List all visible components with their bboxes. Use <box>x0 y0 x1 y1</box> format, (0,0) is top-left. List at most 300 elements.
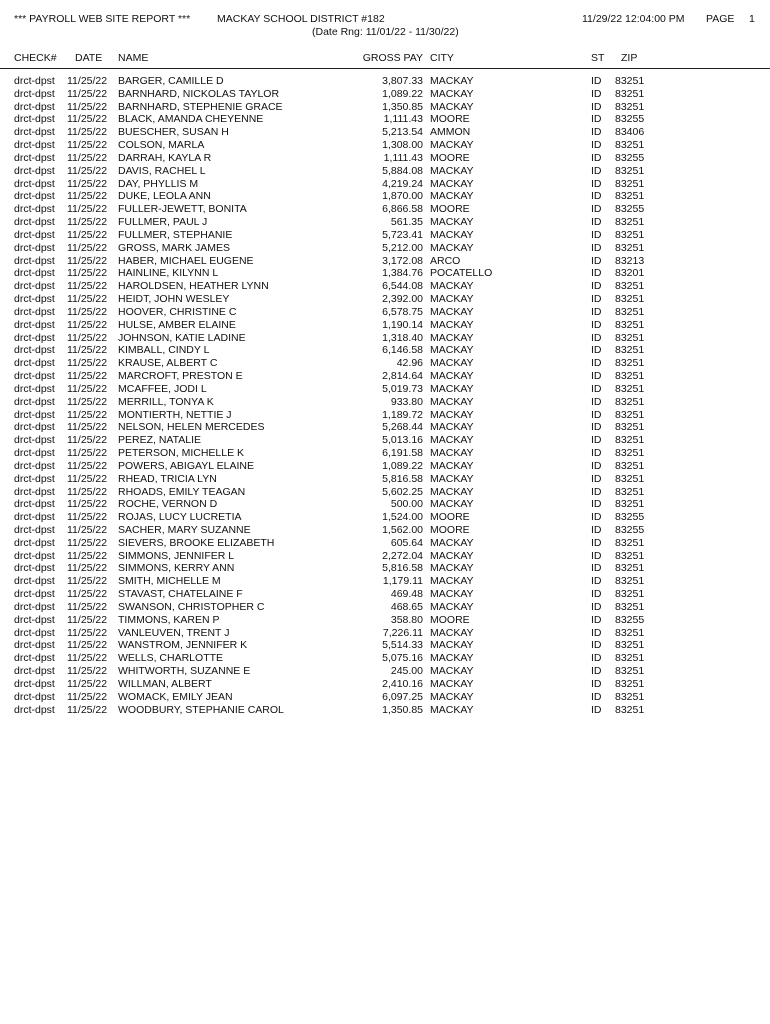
table-row <box>0 704 770 717</box>
cell-city: ARCO <box>430 254 461 267</box>
cell-gross-pay: 3,807.33 <box>382 75 423 87</box>
cell-check: drct-dpst <box>14 549 55 562</box>
cell-name: BARNHARD, STEPHENIE GRACE <box>118 100 283 113</box>
cell-check: drct-dpst <box>14 305 55 318</box>
cell-gross-pay: 1,111.43 <box>383 113 423 126</box>
cell-date: 11/25/22 <box>67 177 108 190</box>
cell-state: ID <box>591 703 602 716</box>
cell-name: ROJAS, LUCY LUCRETIA <box>118 511 242 524</box>
table-row <box>0 588 770 601</box>
column-header-gross-pay: GROSS PAY <box>362 52 423 64</box>
cell-date: 11/25/22 <box>67 331 108 344</box>
cell-state: ID <box>591 139 602 152</box>
column-header-name: NAME <box>118 52 149 64</box>
cell-check: drct-dpst <box>14 447 55 460</box>
cell-gross-pay: 1,089.22 <box>382 459 423 472</box>
cell-zip: 83251 <box>615 690 645 703</box>
table-row <box>0 319 770 332</box>
cell-gross-pay: 469.48 <box>390 588 423 601</box>
cell-date: 11/25/22 <box>67 421 108 434</box>
cell-name: STAVAST, CHATELAINE F <box>118 588 243 601</box>
table-row <box>0 639 770 652</box>
cell-name: GROSS, MARK JAMES <box>118 241 231 254</box>
table-row <box>0 511 770 524</box>
cell-city: MOORE <box>430 523 470 536</box>
cell-check: drct-dpst <box>14 677 55 690</box>
cell-check: drct-dpst <box>14 511 55 524</box>
cell-state: ID <box>591 639 602 652</box>
cell-gross-pay: 42.96 <box>396 357 423 370</box>
cell-zip: 83251 <box>615 318 645 331</box>
cell-zip: 83251 <box>615 536 645 549</box>
cell-date: 11/25/22 <box>67 588 108 601</box>
cell-zip: 83251 <box>615 498 645 511</box>
cell-zip: 83251 <box>615 421 645 434</box>
cell-zip: 83251 <box>615 472 645 485</box>
cell-date: 11/25/22 <box>67 293 108 306</box>
cell-name: SMITH, MICHELLE M <box>118 575 221 588</box>
cell-city: MACKAY <box>430 382 474 395</box>
table-row <box>0 216 770 229</box>
table-row <box>0 627 770 640</box>
cell-city: MACKAY <box>430 408 474 421</box>
cell-check: drct-dpst <box>14 485 55 498</box>
table-row <box>0 601 770 614</box>
cell-state: ID <box>591 575 602 588</box>
cell-gross-pay: 605.64 <box>390 536 423 549</box>
cell-state: ID <box>591 562 602 575</box>
cell-state: ID <box>591 126 602 139</box>
column-header-check: CHECK# <box>14 52 57 64</box>
table-row <box>0 537 770 550</box>
cell-date: 11/25/22 <box>67 523 108 536</box>
cell-date: 11/25/22 <box>67 370 108 383</box>
cell-city: MACKAY <box>430 459 474 472</box>
cell-gross-pay: 5,213.54 <box>382 126 423 139</box>
cell-date: 11/25/22 <box>67 613 108 626</box>
cell-check: drct-dpst <box>14 600 55 613</box>
cell-name: WANSTROM, JENNIFER K <box>118 639 248 652</box>
cell-name: WOMACK, EMILY JEAN <box>118 690 233 703</box>
cell-name: TIMMONS, KAREN P <box>118 613 220 626</box>
cell-check: drct-dpst <box>14 395 55 408</box>
cell-check: drct-dpst <box>14 562 55 575</box>
cell-state: ID <box>591 344 602 357</box>
cell-name: BUESCHER, SUSAN H <box>118 126 229 139</box>
cell-check: drct-dpst <box>14 190 55 203</box>
page-number: 1 <box>749 13 755 25</box>
cell-state: ID <box>591 690 602 703</box>
cell-state: ID <box>591 600 602 613</box>
table-row <box>0 396 770 409</box>
cell-zip: 83251 <box>615 575 645 588</box>
table-row <box>0 139 770 152</box>
cell-check: drct-dpst <box>14 100 55 113</box>
cell-city: MACKAY <box>430 344 474 357</box>
table-row <box>0 242 770 255</box>
cell-date: 11/25/22 <box>67 164 108 177</box>
cell-city: MACKAY <box>430 690 474 703</box>
cell-date: 11/25/22 <box>67 690 108 703</box>
table-row <box>0 332 770 345</box>
cell-state: ID <box>591 190 602 203</box>
cell-name: BARNHARD, NICKOLAS TAYLOR <box>118 87 280 100</box>
cell-zip: 83251 <box>615 665 645 678</box>
cell-check: drct-dpst <box>14 613 55 626</box>
cell-name: DAY, PHYLLIS M <box>118 177 199 190</box>
cell-city: MACKAY <box>430 549 474 562</box>
cell-zip: 83251 <box>615 370 645 383</box>
cell-state: ID <box>591 549 602 562</box>
cell-check: drct-dpst <box>14 588 55 601</box>
cell-zip: 83213 <box>615 254 645 267</box>
cell-name: FULLER-JEWETT, BONITA <box>118 203 247 216</box>
table-row <box>0 344 770 357</box>
cell-date: 11/25/22 <box>67 305 108 318</box>
cell-zip: 83251 <box>615 293 645 306</box>
cell-name: HOOVER, CHRISTINE C <box>118 305 237 318</box>
cell-state: ID <box>591 652 602 665</box>
cell-state: ID <box>591 511 602 524</box>
cell-zip: 83255 <box>615 113 645 126</box>
table-row <box>0 678 770 691</box>
cell-state: ID <box>591 613 602 626</box>
table-row <box>0 293 770 306</box>
cell-zip: 83251 <box>615 216 645 229</box>
cell-check: drct-dpst <box>14 113 55 126</box>
cell-date: 11/25/22 <box>67 498 108 511</box>
table-row <box>0 255 770 268</box>
cell-gross-pay: 1,350.85 <box>382 100 423 113</box>
cell-name: NELSON, HELEN MERCEDES <box>118 421 265 434</box>
cell-gross-pay: 1,870.00 <box>382 190 423 203</box>
cell-gross-pay: 1,384.76 <box>382 267 423 280</box>
cell-date: 11/25/22 <box>67 485 108 498</box>
cell-zip: 83251 <box>615 280 645 293</box>
cell-check: drct-dpst <box>14 293 55 306</box>
cell-check: drct-dpst <box>14 421 55 434</box>
table-row <box>0 434 770 447</box>
cell-name: MONTIERTH, NETTIE J <box>118 408 232 421</box>
cell-zip: 83251 <box>615 100 645 113</box>
cell-city: MACKAY <box>430 421 474 434</box>
cell-gross-pay: 5,013.16 <box>382 434 423 447</box>
table-row <box>0 421 770 434</box>
cell-gross-pay: 6,191.58 <box>382 447 423 460</box>
cell-zip: 83251 <box>615 588 645 601</box>
cell-gross-pay: 1,350.85 <box>382 703 423 716</box>
cell-name: SIMMONS, KERRY ANN <box>118 562 235 575</box>
table-row <box>0 126 770 139</box>
cell-name: KRAUSE, ALBERT C <box>118 357 218 370</box>
cell-gross-pay: 358.80 <box>390 613 423 626</box>
table-row <box>0 229 770 242</box>
cell-name: KIMBALL, CINDY L <box>118 344 210 357</box>
cell-name: MERRILL, TONYA K <box>118 395 214 408</box>
cell-zip: 83251 <box>615 408 645 421</box>
cell-city: MACKAY <box>430 100 474 113</box>
cell-name: JOHNSON, KATIE LADINE <box>118 331 246 344</box>
cell-gross-pay: 5,723.41 <box>382 228 423 241</box>
cell-gross-pay: 1,318.40 <box>382 331 423 344</box>
cell-name: HAROLDSEN, HEATHER LYNN <box>118 280 269 293</box>
cell-name: WOODBURY, STEPHANIE CAROL <box>118 703 284 716</box>
cell-name: DARRAH, KAYLA R <box>118 151 212 164</box>
cell-check: drct-dpst <box>14 523 55 536</box>
cell-state: ID <box>591 434 602 447</box>
column-header-date: DATE <box>75 52 103 64</box>
cell-date: 11/25/22 <box>67 241 108 254</box>
cell-name: SACHER, MARY SUZANNE <box>118 523 251 536</box>
cell-zip: 83201 <box>615 267 645 280</box>
report-title: *** PAYROLL WEB SITE REPORT *** <box>14 13 191 25</box>
cell-date: 11/25/22 <box>67 575 108 588</box>
cell-state: ID <box>591 459 602 472</box>
cell-gross-pay: 1,308.00 <box>382 139 423 152</box>
cell-check: drct-dpst <box>14 639 55 652</box>
cell-city: MOORE <box>430 613 470 626</box>
cell-city: MACKAY <box>430 216 474 229</box>
cell-state: ID <box>591 447 602 460</box>
cell-city: MACKAY <box>430 626 474 639</box>
cell-date: 11/25/22 <box>67 203 108 216</box>
table-row <box>0 190 770 203</box>
cell-state: ID <box>591 318 602 331</box>
cell-name: HAINLINE, KILYNN L <box>118 267 219 280</box>
cell-city: MOORE <box>430 203 470 216</box>
cell-gross-pay: 5,816.58 <box>382 562 423 575</box>
cell-city: MACKAY <box>430 665 474 678</box>
cell-date: 11/25/22 <box>67 113 108 126</box>
cell-state: ID <box>591 485 602 498</box>
cell-check: drct-dpst <box>14 318 55 331</box>
cell-check: drct-dpst <box>14 626 55 639</box>
table-row <box>0 383 770 396</box>
cell-zip: 83251 <box>615 190 645 203</box>
payroll-table-body <box>0 75 770 716</box>
cell-date: 11/25/22 <box>67 434 108 447</box>
cell-gross-pay: 4,219.24 <box>382 177 423 190</box>
cell-check: drct-dpst <box>14 139 55 152</box>
cell-zip: 83251 <box>615 177 645 190</box>
cell-zip: 83251 <box>615 357 645 370</box>
cell-zip: 83251 <box>615 75 645 87</box>
cell-state: ID <box>591 293 602 306</box>
cell-city: POCATELLO <box>430 267 493 280</box>
cell-city: MACKAY <box>430 447 474 460</box>
cell-gross-pay: 245.00 <box>390 665 423 678</box>
cell-gross-pay: 6,578.75 <box>382 305 423 318</box>
cell-gross-pay: 1,562.00 <box>382 523 423 536</box>
cell-name: FULLMER, PAUL J <box>118 216 208 229</box>
cell-date: 11/25/22 <box>67 562 108 575</box>
cell-city: AMMON <box>430 126 471 139</box>
cell-state: ID <box>591 523 602 536</box>
cell-check: drct-dpst <box>14 331 55 344</box>
cell-date: 11/25/22 <box>67 280 108 293</box>
cell-name: VANLEUVEN, TRENT J <box>118 626 230 639</box>
cell-date: 11/25/22 <box>67 190 108 203</box>
cell-zip: 83251 <box>615 305 645 318</box>
cell-check: drct-dpst <box>14 126 55 139</box>
table-row <box>0 178 770 191</box>
table-row <box>0 280 770 293</box>
cell-city: MACKAY <box>430 75 474 87</box>
cell-zip: 83251 <box>615 562 645 575</box>
cell-name: HEIDT, JOHN WESLEY <box>118 293 230 306</box>
cell-city: MACKAY <box>430 639 474 652</box>
cell-city: MACKAY <box>430 575 474 588</box>
table-row <box>0 357 770 370</box>
column-header-state: ST <box>591 52 605 64</box>
cell-zip: 83255 <box>615 511 645 524</box>
cell-zip: 83251 <box>615 382 645 395</box>
table-row <box>0 306 770 319</box>
table-row <box>0 101 770 114</box>
cell-name: RHEAD, TRICIA LYN <box>118 472 217 485</box>
cell-date: 11/25/22 <box>67 639 108 652</box>
cell-name: BARGER, CAMILLE D <box>118 75 224 87</box>
cell-state: ID <box>591 665 602 678</box>
cell-city: MACKAY <box>430 395 474 408</box>
cell-city: MACKAY <box>430 434 474 447</box>
cell-gross-pay: 5,019.73 <box>382 382 423 395</box>
cell-city: MACKAY <box>430 485 474 498</box>
cell-gross-pay: 6,544.08 <box>382 280 423 293</box>
cell-date: 11/25/22 <box>67 459 108 472</box>
cell-gross-pay: 5,268.44 <box>382 421 423 434</box>
cell-city: MACKAY <box>430 305 474 318</box>
cell-name: DUKE, LEOLA ANN <box>118 190 211 203</box>
cell-zip: 83251 <box>615 600 645 613</box>
cell-city: MACKAY <box>430 652 474 665</box>
cell-date: 11/25/22 <box>67 100 108 113</box>
table-row <box>0 152 770 165</box>
cell-check: drct-dpst <box>14 370 55 383</box>
cell-gross-pay: 561.35 <box>390 216 423 229</box>
date-range: (Date Rng: 11/01/22 - 11/30/22) <box>312 26 459 38</box>
cell-gross-pay: 5,602.25 <box>382 485 423 498</box>
cell-date: 11/25/22 <box>67 395 108 408</box>
cell-zip: 83251 <box>615 485 645 498</box>
cell-date: 11/25/22 <box>67 382 108 395</box>
cell-state: ID <box>591 164 602 177</box>
cell-date: 11/25/22 <box>67 267 108 280</box>
cell-date: 11/25/22 <box>67 126 108 139</box>
cell-date: 11/25/22 <box>67 472 108 485</box>
cell-gross-pay: 2,410.16 <box>382 677 423 690</box>
table-row <box>0 473 770 486</box>
cell-check: drct-dpst <box>14 498 55 511</box>
district-name: MACKAY SCHOOL DISTRICT #182 <box>217 13 385 25</box>
cell-gross-pay: 5,884.08 <box>382 164 423 177</box>
table-row <box>0 113 770 126</box>
cell-check: drct-dpst <box>14 652 55 665</box>
column-header-zip: ZIP <box>621 52 638 64</box>
cell-name: PEREZ, NATALIE <box>118 434 202 447</box>
cell-check: drct-dpst <box>14 434 55 447</box>
cell-name: SIMMONS, JENNIFER L <box>118 549 235 562</box>
cell-date: 11/25/22 <box>67 318 108 331</box>
cell-state: ID <box>591 626 602 639</box>
cell-city: MACKAY <box>430 318 474 331</box>
cell-state: ID <box>591 536 602 549</box>
cell-state: ID <box>591 177 602 190</box>
cell-gross-pay: 6,097.25 <box>382 690 423 703</box>
cell-zip: 83251 <box>615 87 645 100</box>
cell-check: drct-dpst <box>14 228 55 241</box>
cell-check: drct-dpst <box>14 177 55 190</box>
cell-city: MOORE <box>430 113 470 126</box>
cell-check: drct-dpst <box>14 408 55 421</box>
cell-name: WHITWORTH, SUZANNE E <box>118 665 251 678</box>
table-row <box>0 614 770 627</box>
cell-date: 11/25/22 <box>67 228 108 241</box>
cell-date: 11/25/22 <box>67 511 108 524</box>
cell-check: drct-dpst <box>14 459 55 472</box>
cell-name: FULLMER, STEPHANIE <box>118 228 233 241</box>
cell-date: 11/25/22 <box>67 626 108 639</box>
cell-city: MACKAY <box>430 600 474 613</box>
cell-date: 11/25/22 <box>67 357 108 370</box>
cell-date: 11/25/22 <box>67 703 108 716</box>
page-label: PAGE <box>706 13 735 25</box>
cell-gross-pay: 1,190.14 <box>382 318 423 331</box>
cell-name: MCAFFEE, JODI L <box>118 382 207 395</box>
cell-state: ID <box>591 408 602 421</box>
cell-date: 11/25/22 <box>67 549 108 562</box>
cell-state: ID <box>591 203 602 216</box>
cell-state: ID <box>591 382 602 395</box>
cell-name: SIEVERS, BROOKE ELIZABETH <box>118 536 275 549</box>
cell-zip: 83255 <box>615 151 645 164</box>
cell-city: MACKAY <box>430 331 474 344</box>
cell-state: ID <box>591 280 602 293</box>
cell-gross-pay: 5,514.33 <box>382 639 423 652</box>
cell-check: drct-dpst <box>14 357 55 370</box>
table-row <box>0 75 770 88</box>
cell-gross-pay: 1,524.00 <box>382 511 423 524</box>
cell-city: MACKAY <box>430 472 474 485</box>
cell-name: POWERS, ABIGAYL ELAINE <box>118 459 254 472</box>
cell-city: MACKAY <box>430 293 474 306</box>
cell-name: HULSE, AMBER ELAINE <box>118 318 236 331</box>
table-row <box>0 691 770 704</box>
cell-zip: 83251 <box>615 639 645 652</box>
cell-check: drct-dpst <box>14 382 55 395</box>
cell-city: MACKAY <box>430 370 474 383</box>
cell-date: 11/25/22 <box>67 665 108 678</box>
table-row <box>0 88 770 101</box>
cell-zip: 83251 <box>615 677 645 690</box>
table-row <box>0 665 770 678</box>
cell-name: RHOADS, EMILY TEAGAN <box>118 485 246 498</box>
cell-zip: 83255 <box>615 613 645 626</box>
cell-city: MACKAY <box>430 280 474 293</box>
cell-gross-pay: 6,146.58 <box>382 344 423 357</box>
cell-state: ID <box>591 357 602 370</box>
cell-check: drct-dpst <box>14 254 55 267</box>
cell-state: ID <box>591 87 602 100</box>
cell-gross-pay: 2,272.04 <box>382 549 423 562</box>
cell-check: drct-dpst <box>14 665 55 678</box>
cell-date: 11/25/22 <box>67 408 108 421</box>
table-row <box>0 575 770 588</box>
cell-date: 11/25/22 <box>67 652 108 665</box>
cell-city: MACKAY <box>430 677 474 690</box>
cell-date: 11/25/22 <box>67 344 108 357</box>
cell-gross-pay: 6,866.58 <box>382 203 423 216</box>
